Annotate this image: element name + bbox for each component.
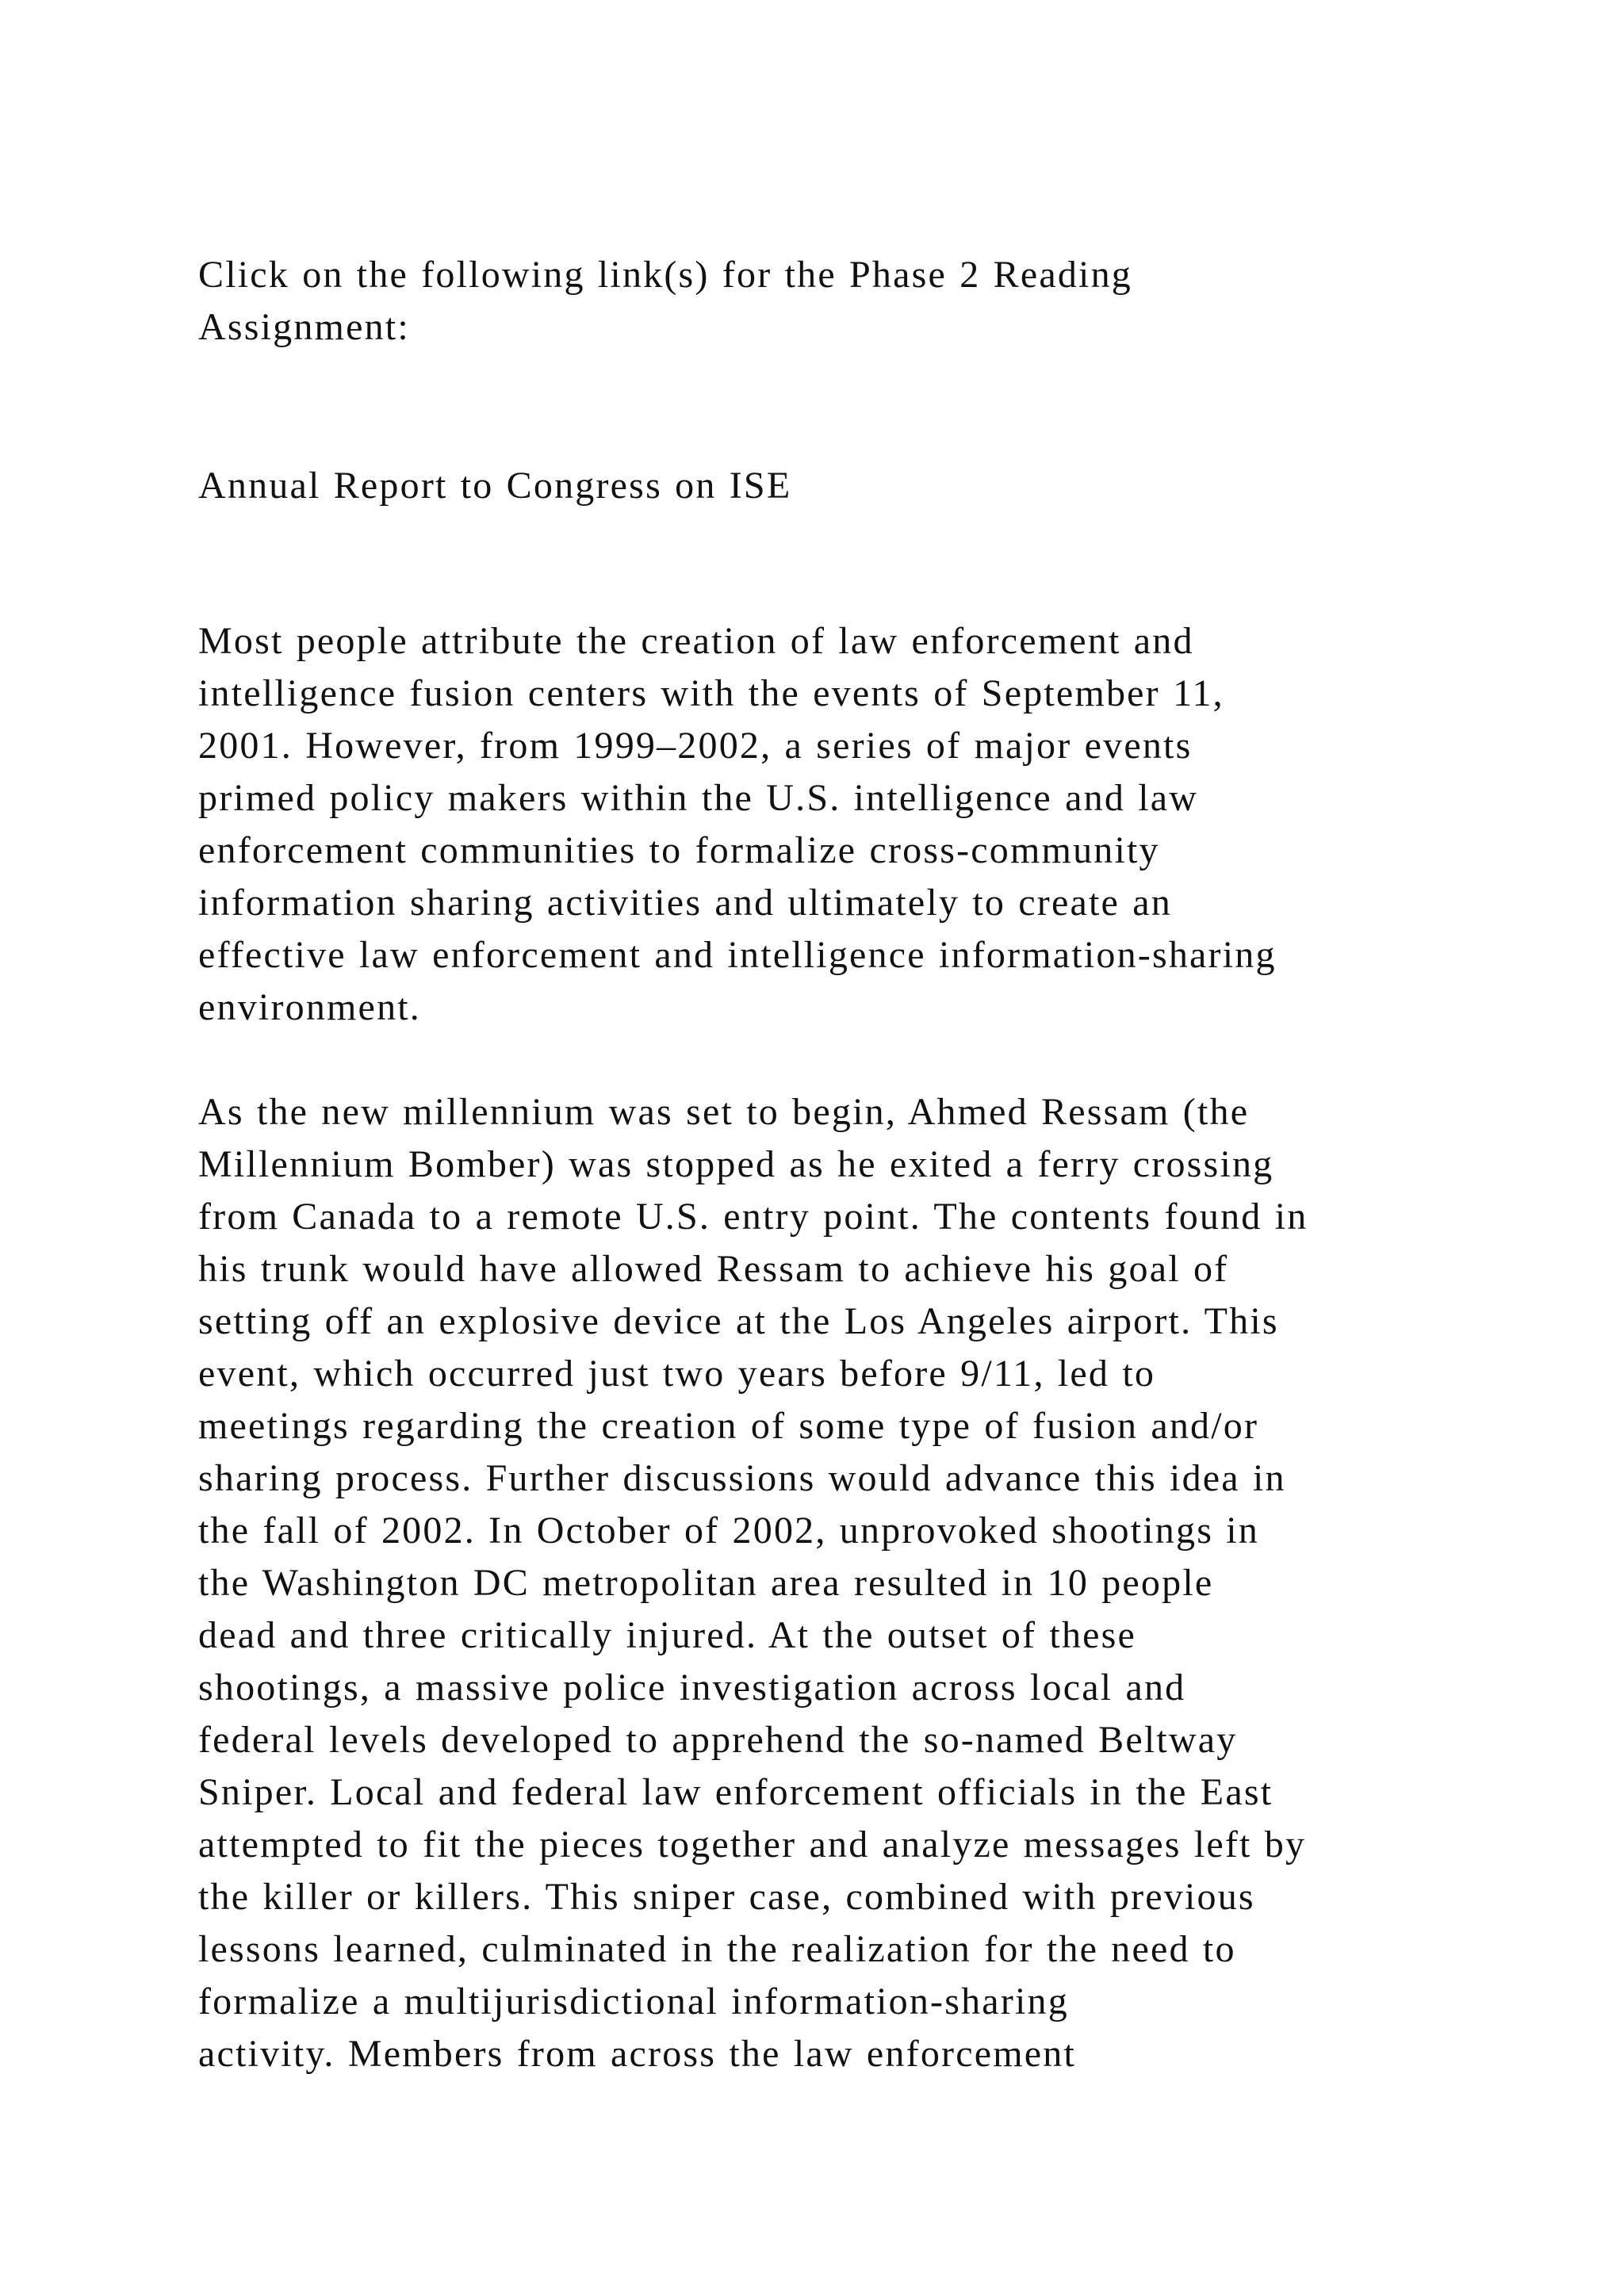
paragraph-2-line: sharing process. Further discussions would advance this idea in bbox=[198, 1457, 1286, 1499]
paragraph-1-line: intelligence fusion centers with the events of September 11, bbox=[198, 672, 1224, 714]
paragraph-2-line: the Washington DC metropolitan area resulted in 10 people bbox=[198, 1562, 1214, 1604]
paragraph-2-line: dead and three critically injured. At the outset of these bbox=[198, 1614, 1137, 1656]
paragraph-2-line: the fall of 2002. In October of 2002, unprovoked shootings in bbox=[198, 1510, 1260, 1552]
paragraph-1-line: effective law enforcement and intelligence information-sharing bbox=[198, 934, 1277, 976]
paragraph-2-line: lessons learned, culminated in the realization for the need to bbox=[198, 1928, 1236, 1970]
paragraph-2-line: Sniper. Local and federal law enforcement officials in the East bbox=[198, 1771, 1274, 1813]
paragraph-2-line: Millennium Bomber) was stopped as he exited a ferry crossing bbox=[198, 1143, 1274, 1185]
paragraph-2-line: As the new millennium was set to begin, Ahmed Ressam (the bbox=[198, 1091, 1250, 1133]
paragraph-1-line: primed policy makers within the U.S. intelligence and law bbox=[198, 777, 1199, 819]
paragraph-2-line: event, which occurred just two years before 9/11, led to bbox=[198, 1353, 1156, 1395]
intro-line-2: Assignment: bbox=[198, 306, 410, 348]
paragraph-1-line: enforcement communities to formalize cross-community bbox=[198, 829, 1160, 871]
paragraph-2-line: federal levels developed to apprehend the so-named Beltway bbox=[198, 1719, 1238, 1761]
paragraph-2-line: setting off an explosive device at the Los Angeles airport. This bbox=[198, 1300, 1279, 1342]
paragraph-2-line: formalize a multijurisdictional information-sharing bbox=[198, 1980, 1069, 2022]
reading-link[interactable]: Annual Report to Congress on ISE bbox=[198, 465, 792, 507]
paragraph-2-line: attempted to fit the pieces together and analyze messages left by bbox=[198, 1823, 1307, 1866]
paragraph-1-line: information sharing activities and ultimately to create an bbox=[198, 882, 1172, 924]
paragraph-1-line: environment. bbox=[198, 986, 422, 1028]
paragraph-2-line: his trunk would have allowed Ressam to achieve his goal of bbox=[198, 1248, 1229, 1290]
paragraph-2-line: activity. Members from across the law enforcement bbox=[198, 2033, 1076, 2075]
paragraph-2-line: meetings regarding the creation of some type of fusion and/or bbox=[198, 1405, 1259, 1447]
paragraph-2-line: from Canada to a remote U.S. entry point. The contents found in bbox=[198, 1196, 1308, 1238]
paragraph-1-line: 2001. However, from 1999–2002, a series of major events bbox=[198, 725, 1193, 767]
paragraph-2-line: shootings, a massive police investigation across local and bbox=[198, 1667, 1186, 1709]
paragraph-1-line: Most people attribute the creation of law enforcement and bbox=[198, 620, 1194, 662]
intro-line-1: Click on the following link(s) for the Phase 2 Reading bbox=[198, 254, 1132, 296]
paragraph-2-line: the killer or killers. This sniper case, combined with previous bbox=[198, 1876, 1255, 1918]
